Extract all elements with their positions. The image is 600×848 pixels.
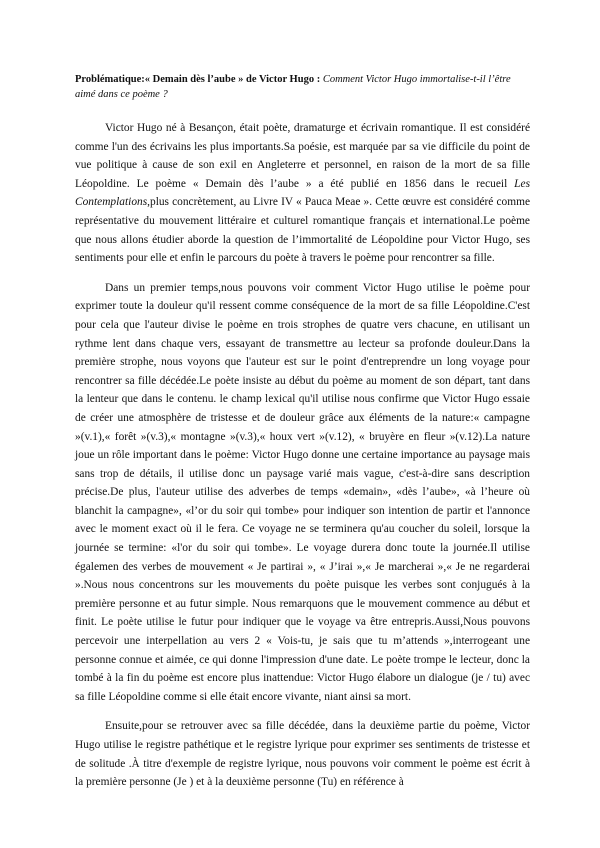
intro-paragraph bbox=[75, 119, 530, 268]
book-title: Les Contemplations bbox=[75, 177, 530, 209]
problematique-question: Comment Victor Hugo immortalise-t-il l’être aimé dans ce poème ? bbox=[75, 74, 511, 100]
intro-text-start: Victor Hugo né à Besançon, était poète, dramaturge et écrivain romantique. Il est considéré comme l'un des écrivains les plus importants.Sa poésie, est marquée par sa vie difficile du point de vue politique à cause de son exil en Angleterre et personnel, en raison de la mort de sa fille Léopoldine. Le poème « Demain dès l’aube » a été publié en 1856 dans le recueil bbox=[75, 122, 530, 190]
intro-text-end: ,plus concrètement, au Livre IV « Pauca Meae ». Cette œuvre est considéré comme représentative du mouvement littéraire et culturel romantique français et international.Le poème que nous allons étudier aborde la question de l’immortalité de Léopoldine pour Victor Hugo, ses sentiments pour elle et enfin le parcours du poète à travers le poème pour rencontrer sa fille. bbox=[75, 196, 530, 265]
part1-paragraph: Dans un premier temps,nous pouvons voir comment Victor Hugo utilise le poème pour exprimer toute la douleur qu'il ressent comme conséquence de la mort de sa fille Léopoldine.C'est pour cela que l'auteur divise le poème en trois strophes de quatre vers chacune, en utilisant un rythme lent dans chaque vers, essayant de transmettre au lecteur sa profonde douleur.Dans la première strophe, nous voyons que l'auteur est sur le point d'entreprendre un long voyage pour rencontrer sa fille décédée.Le poète insiste au début du poème au moment de son départ, tant dans la lenteur que dans le contenu. le champ lexical qu'il utilise nous confirme que Victor Hugo essaie de créer une atmosphère de tristesse et de douleur grâce aux éléments de la nature:« campagne »(v.1),« forêt »(v.3),« montagne »(v.3),« houx vert »(v.12), « bruyère en fleur »(v.12).La nature joue un rôle important dans le poème: Victor Hugo donne une certaine importance au paysage mais sans trop de détails, il utilise donc un paysage varié mais vague, c'est-à-dire sans description précise.De plus, l'auteur utilise des adverbes de temps «demain», «dès l’aube», «à l’heure où blanchit la campagne», «l’or du soir qui tombe» pour indiquer son intention de partir et l'annonce avec le moment exact où il le fera. Ce voyage ne se terminera qu'au coucher du soleil, lorsque la journée se termine: «l'or du soir qui tombe». Le voyage durera donc toute la journée.Il utilise égalemen des verbes de mouvement « Je partirai », « J’irai »,« Je marcherai »,« Je ne regarderai ».Nous nous concentrons sur les mouvements du poète puisque les verbes sont conjugués à la première personne et au futur simple. Nous remarquons que le mouvement commence au début et finit. Le poète utilise le futur pour indiquer que le voyage va être entrepris.Aussi,Nous pouvons percevoir une interpellation au vers 2 « Vois-tu, je sais que tu m’attends »,interrogeant une personne connue et aimée, ce qui donne l'impression d'une date. Le poète trompe le lecteur, donc la tombé à la fin du poème est encore plus inattendue: Victor Hugo élabore un dialogue (je / tu) avec sa fille Léopoldine comme si elle était encore vivante, niant ainsi sa mort. bbox=[75, 281, 530, 703]
problematique-heading bbox=[75, 72, 530, 102]
document-page bbox=[75, 72, 530, 803]
problematique-label: Problématique:« Demain dès l’aube » de Victor Hugo : bbox=[75, 74, 321, 85]
part2-paragraph: Ensuite,pour se retrouver avec sa fille décédée, dans la deuxième partie du poème, Victor Hugo utilise le registre pathétique et le registre lyrique pour exprimer ses sentiments de tristesse et de solitude .À titre d'exemple de registre lyrique, nous pouvons voir comment le poème est écrit à la première personne (Je ) et à la deuxième personne (Tu) en référence à bbox=[75, 720, 530, 789]
